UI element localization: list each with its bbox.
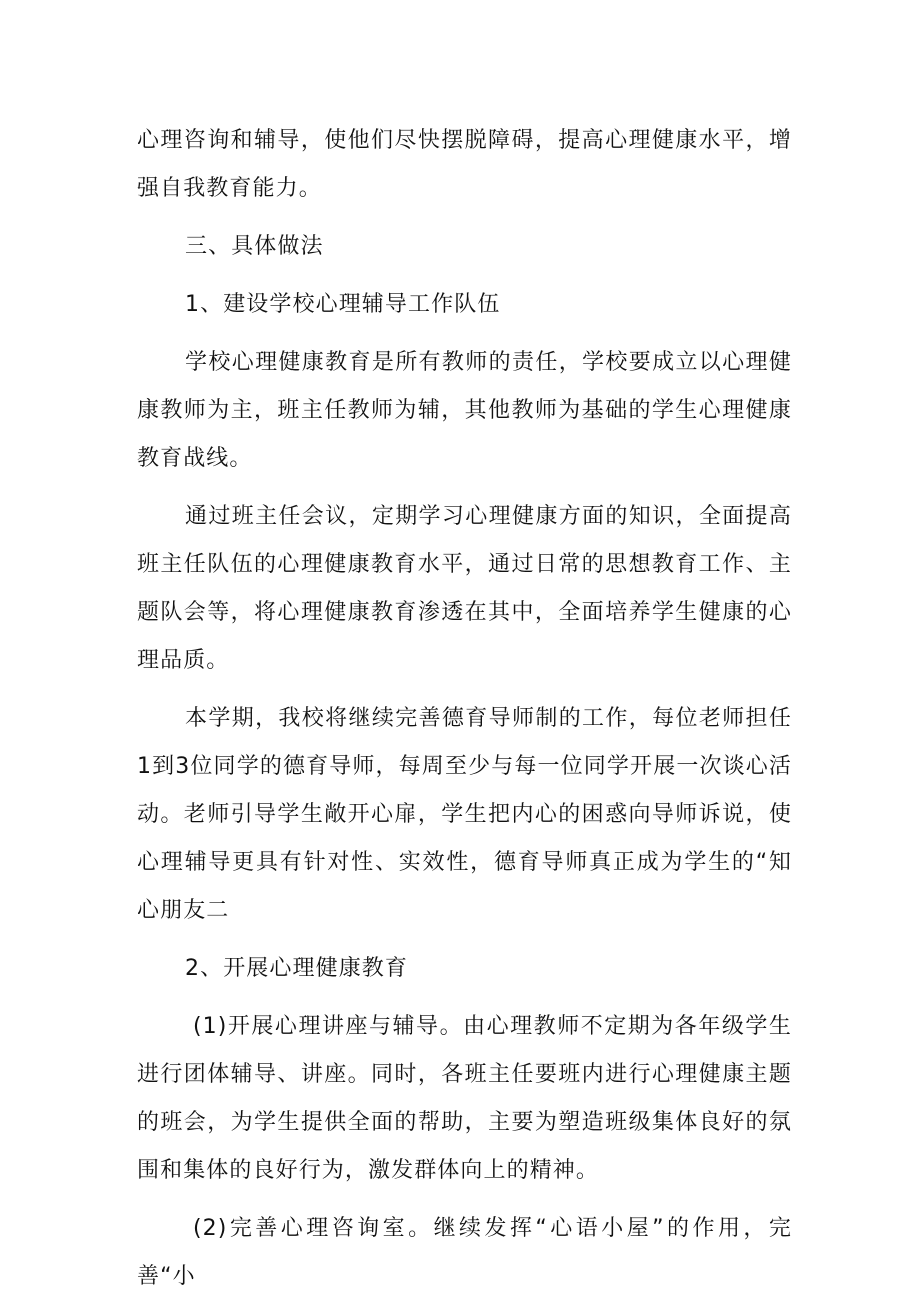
paragraph-counseling-room: (2)完善心理咨询室。继续发挥“心语小屋”的作用，完善“小: [137, 1216, 792, 1289]
section-heading-specific-methods: 三、具体做法: [185, 234, 324, 259]
subheading-build-counseling-team: 1、建设学校心理辅导工作队伍: [185, 292, 501, 317]
paragraph-continuation: 心理咨询和辅导，使他们尽快摆脱障碍，提高心理健康水平，增强自我教育能力。: [137, 128, 792, 201]
subheading-carry-out-education: 2、开展心理健康教育: [185, 956, 408, 981]
document-body: [137, 117, 792, 1301]
paragraph-teacher-responsibility: 学校心理健康教育是所有教师的责任，学校要成立以心理健康教师为主，班主任教师为辅，其他教师为基础的学生心理健康教育战线。: [137, 350, 792, 471]
paragraph-lectures-and-counseling: (1)开展心理讲座与辅导。由心理教师不定期为各年级学生进行团体辅导、讲座。同时，各班主任要班内进行心理健康主题的班会，为学生提供全面的帮助，主要为塑造班级集体良好的氛围和集体的良好行为，激发群体向上的精神。: [137, 1014, 792, 1183]
paragraph-mentor-system: 本学期，我校将继续完善德育导师制的工作，每位老师担任1到3位同学的德育导师，每周至少与每一位同学开展一次谈心活动。老师引导学生敞开心扉，学生把内心的困惑向导师诉说，使心理辅导更具有针对性、实效性，德育导师真正成为学生的“知心朋友二: [137, 706, 792, 923]
paragraph-class-teacher-meetings: 通过班主任会议，定期学习心理健康方面的知识，全面提高班主任队伍的心理健康教育水平，通过日常的思想教育工作、主题队会等，将心理健康教育渗透在其中，全面培养学生健康的心理品质。: [137, 504, 792, 673]
